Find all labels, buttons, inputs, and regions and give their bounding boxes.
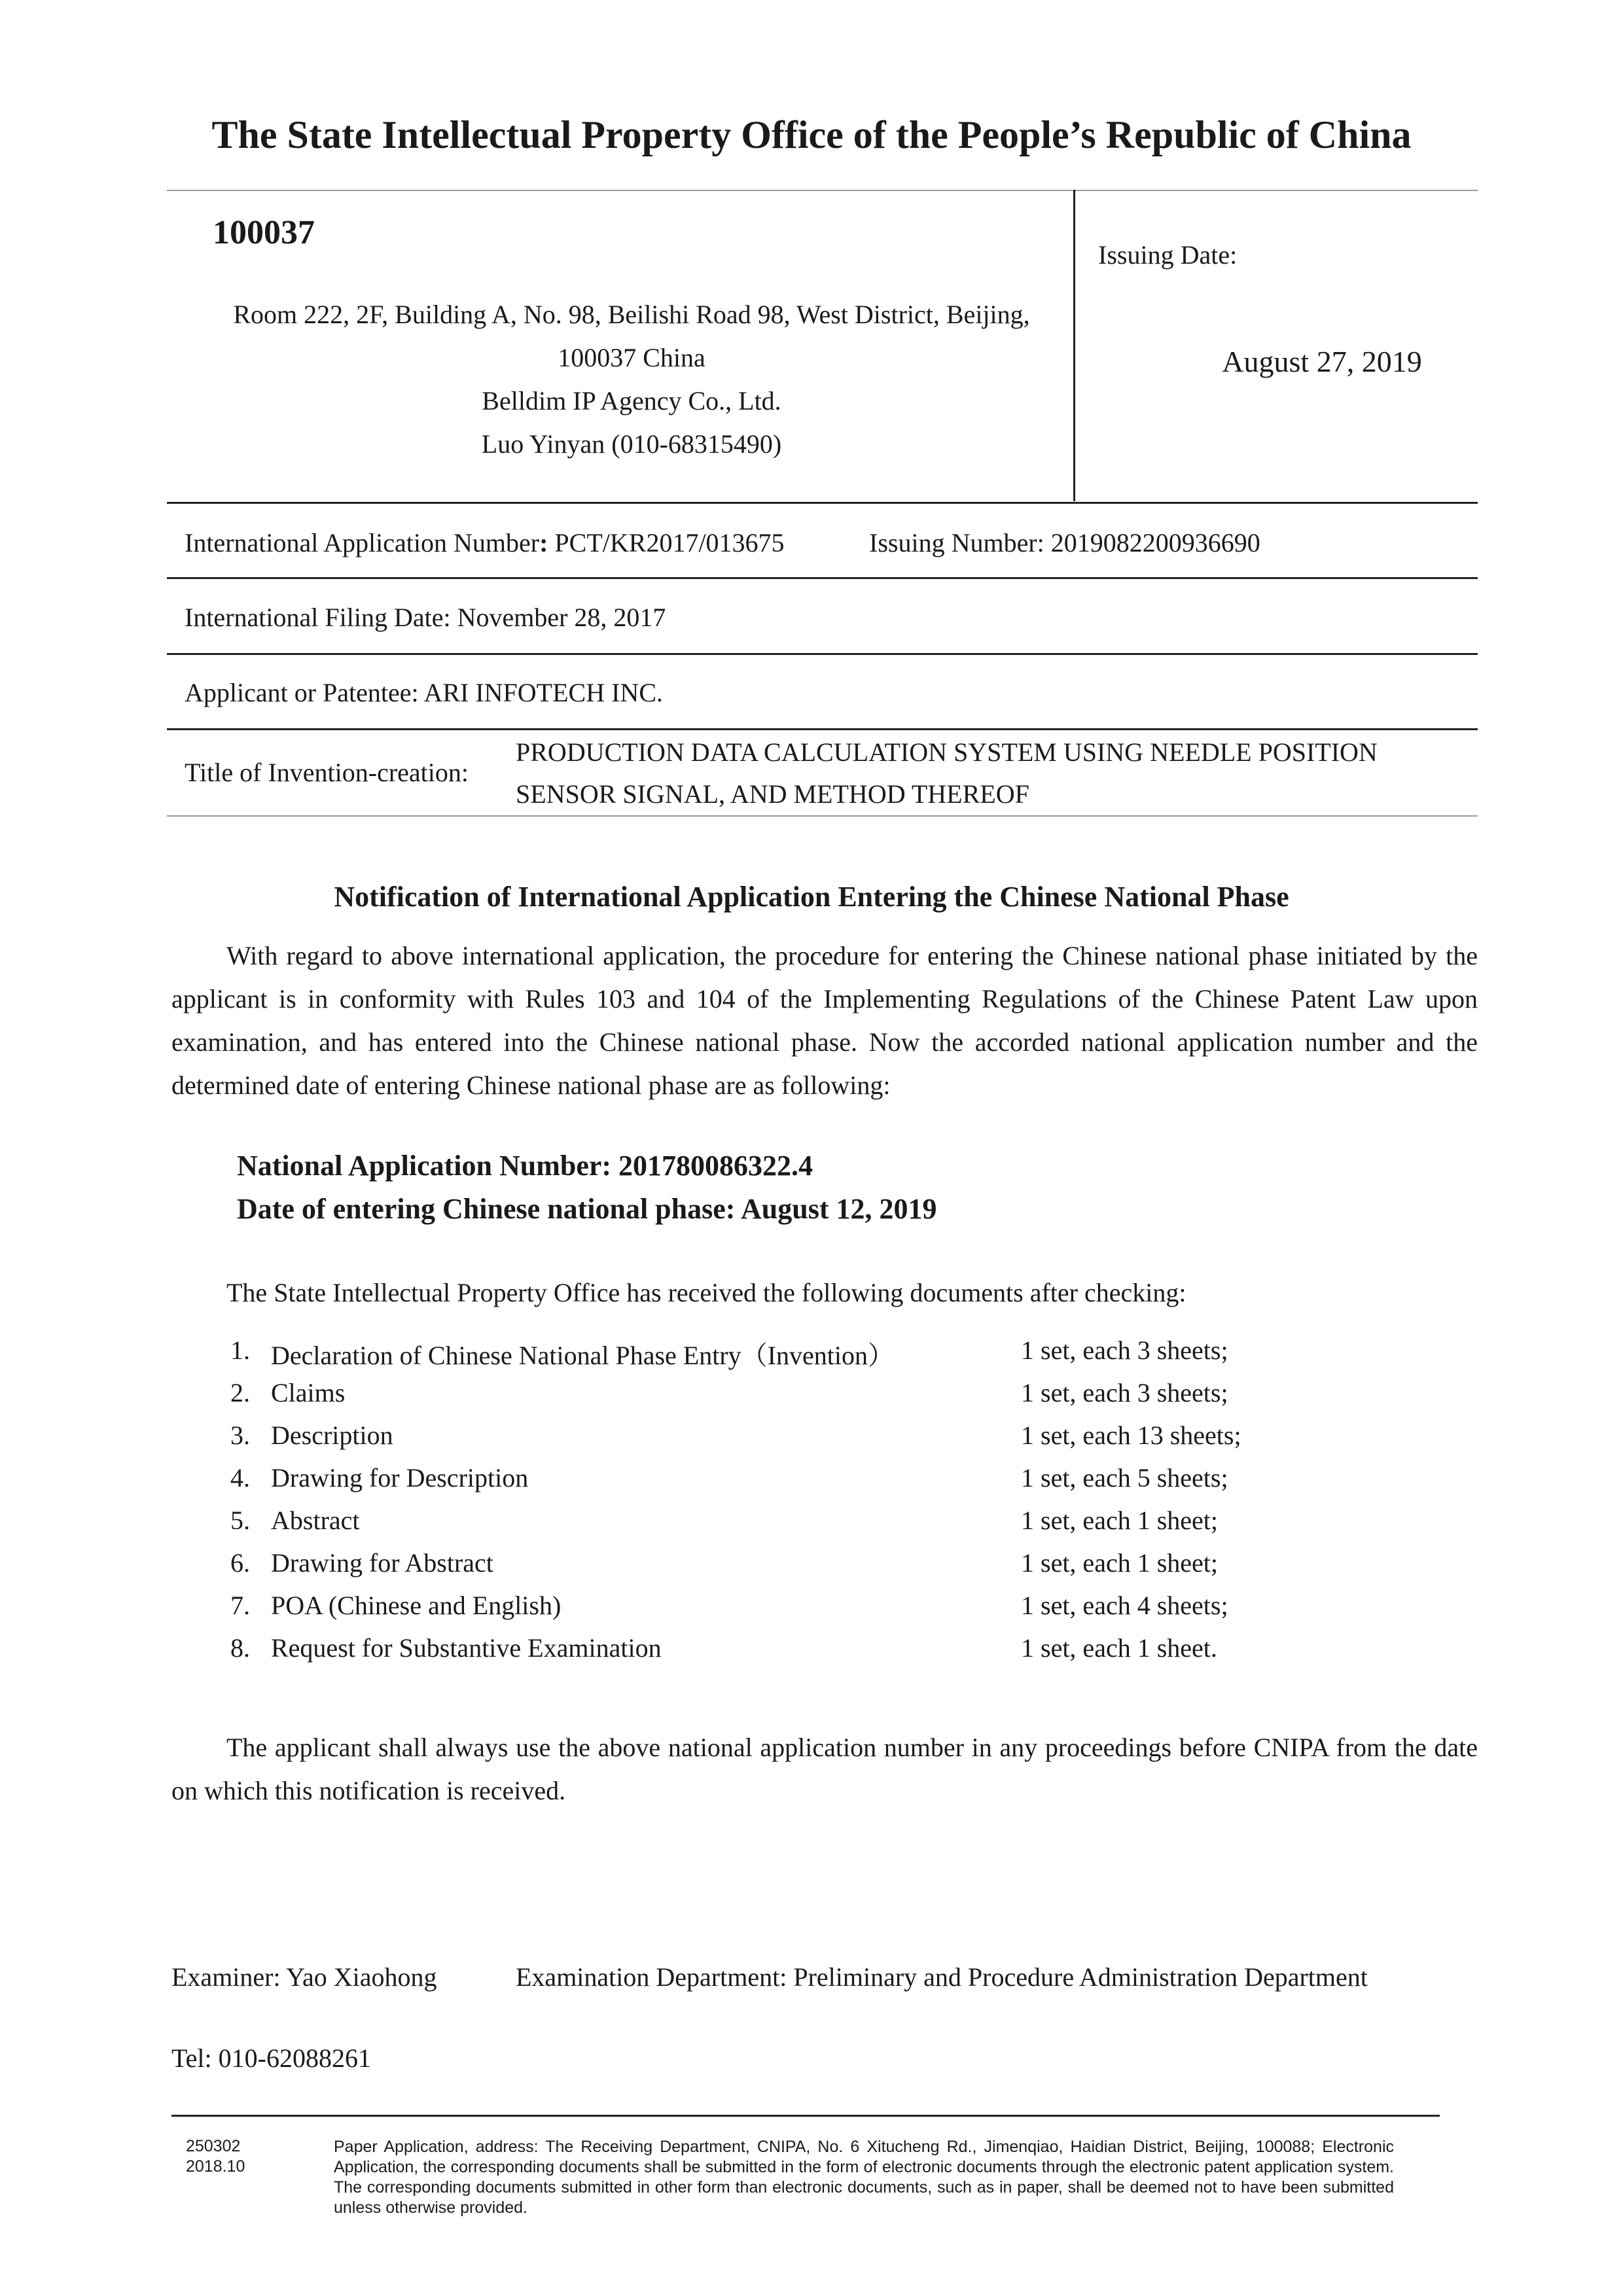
- list-item-name: Claims: [271, 1378, 346, 1407]
- footer-rule: [171, 2115, 1440, 2117]
- issuing-date-label: Issuing Date:: [1098, 240, 1238, 270]
- national-phase-entry-date: Date of entering Chinese national phase: August 12, 2019: [237, 1193, 937, 1225]
- details-rule-1: [167, 502, 1478, 504]
- documents-received-intro: The State Intellectual Property Office has received the following documents after checking:: [226, 1278, 1186, 1307]
- agency-name: Belldim IP Agency Co., Ltd.: [482, 386, 781, 415]
- list-item-name: POA (Chinese and English): [271, 1591, 562, 1620]
- details-rule-4: [167, 728, 1478, 730]
- international-application-number: International Application Number: PCT/KR2017/013675: [185, 528, 785, 557]
- list-item-name: Description: [271, 1421, 393, 1450]
- intl-app-no-label: International Application Number: [185, 528, 540, 557]
- list-item-number: 2.: [230, 1378, 250, 1407]
- list-item-name: Abstract: [271, 1506, 360, 1535]
- details-rule-2: [167, 577, 1478, 579]
- list-item-number: 4.: [230, 1463, 250, 1492]
- telephone: Tel: 010-62088261: [171, 2043, 371, 2073]
- list-item-number: 6.: [230, 1548, 250, 1578]
- address-line-1: Room 222, 2F, Building A, No. 98, Beilishi Road 98, West District, Beijing,: [233, 300, 1030, 329]
- list-item-count: 1 set, each 1 sheet;: [1021, 1506, 1218, 1535]
- document-title: The State Intellectual Property Office of the People’s Republic of China: [211, 113, 1412, 156]
- list-item-name: Drawing for Abstract: [271, 1548, 493, 1578]
- footer-notice: Paper Application, address: The Receiving Department, CNIPA, No. 6 Xitucheng Rd., Jimenqiao, Haidian District, Beijing, 100088; Electronic Application, the corresponding documents shall be submitted in the form of electronic documents through the electronic patent application system. The corresponding documents submitted in other form than electronic documents, such as in paper, shall be deemed not to have been submitted unless otherwise provided.: [334, 2138, 1394, 2217]
- postcode: 100037: [213, 214, 315, 251]
- title-of-invention-label: Title of Invention-creation:: [185, 758, 469, 787]
- notification-heading: Notification of International Application Entering the Chinese National Phase: [334, 881, 1289, 913]
- title-of-invention-line-1: PRODUCTION DATA CALCULATION SYSTEM USING NEEDLE POSITION: [516, 737, 1378, 767]
- list-item-count: 1 set, each 3 sheets;: [1021, 1335, 1228, 1365]
- list-item-count: 1 set, each 3 sheets;: [1021, 1378, 1228, 1407]
- form-version: 2018.10: [186, 2157, 245, 2176]
- national-application-number: National Application Number: 201780086322.4: [237, 1150, 813, 1182]
- list-item-name: Request for Substantive Examination: [271, 1633, 662, 1663]
- details-rule-3: [167, 653, 1478, 655]
- list-item-count: 1 set, each 1 sheet;: [1021, 1548, 1218, 1578]
- list-item-number: 1.: [230, 1335, 250, 1365]
- list-item-name: Drawing for Description: [271, 1463, 529, 1492]
- notification-paragraph: [171, 934, 1478, 1107]
- intl-app-no-value: PCT/KR2017/013675: [554, 528, 785, 557]
- list-item-count: 1 set, each 1 sheet.: [1021, 1633, 1217, 1663]
- applicant: Applicant or Patentee: ARI INFOTECH INC.: [185, 678, 663, 707]
- list-item-count: 1 set, each 13 sheets;: [1021, 1421, 1241, 1450]
- list-item-count: 1 set, each 5 sheets;: [1021, 1463, 1228, 1492]
- list-item-name: Declaration of Chinese National Phase Entry（Invention）: [271, 1341, 894, 1370]
- international-filing-date: International Filing Date: November 28, 2017: [185, 603, 666, 632]
- issuing-number: Issuing Number: 2019082200936690: [869, 528, 1260, 557]
- issuing-date: August 27, 2019: [1222, 345, 1422, 378]
- closing-paragraph: [171, 1726, 1478, 1812]
- list-item-number: 3.: [230, 1421, 250, 1450]
- header-column-divider: [1073, 190, 1075, 501]
- agent-contact: Luo Yinyan (010-68315490): [481, 429, 782, 459]
- header-top-rule: [167, 190, 1478, 191]
- examiner: Examiner: Yao Xiaohong: [171, 1962, 437, 1992]
- title-of-invention-line-2: SENSOR SIGNAL, AND METHOD THEREOF: [516, 779, 1029, 809]
- closing-paragraph-text: The applicant shall always use the above national application number in any proceedings before CNIPA from the date on which this notification is received.: [171, 1733, 1478, 1805]
- address-line-2: 100037 China: [558, 343, 705, 372]
- list-item-number: 8.: [230, 1633, 250, 1663]
- details-rule-5: [167, 815, 1478, 817]
- list-item-number: 5.: [230, 1506, 250, 1535]
- list-item-count: 1 set, each 4 sheets;: [1021, 1591, 1228, 1620]
- examination-department: Examination Department: Preliminary and Procedure Administration Department: [516, 1962, 1368, 1992]
- notification-paragraph-text: With regard to above international application, the procedure for entering the Chinese national phase initiated by the applicant is in conformity with Rules 103 and 104 of the Implementing Regulations of the Chinese Patent Law upon examination, and has entered into the Chinese national phase. Now the accorded national application number and the determined date of entering Chinese national phase are as following:: [171, 941, 1478, 1100]
- list-item-number: 7.: [230, 1591, 250, 1620]
- form-code: 250302: [186, 2137, 241, 2155]
